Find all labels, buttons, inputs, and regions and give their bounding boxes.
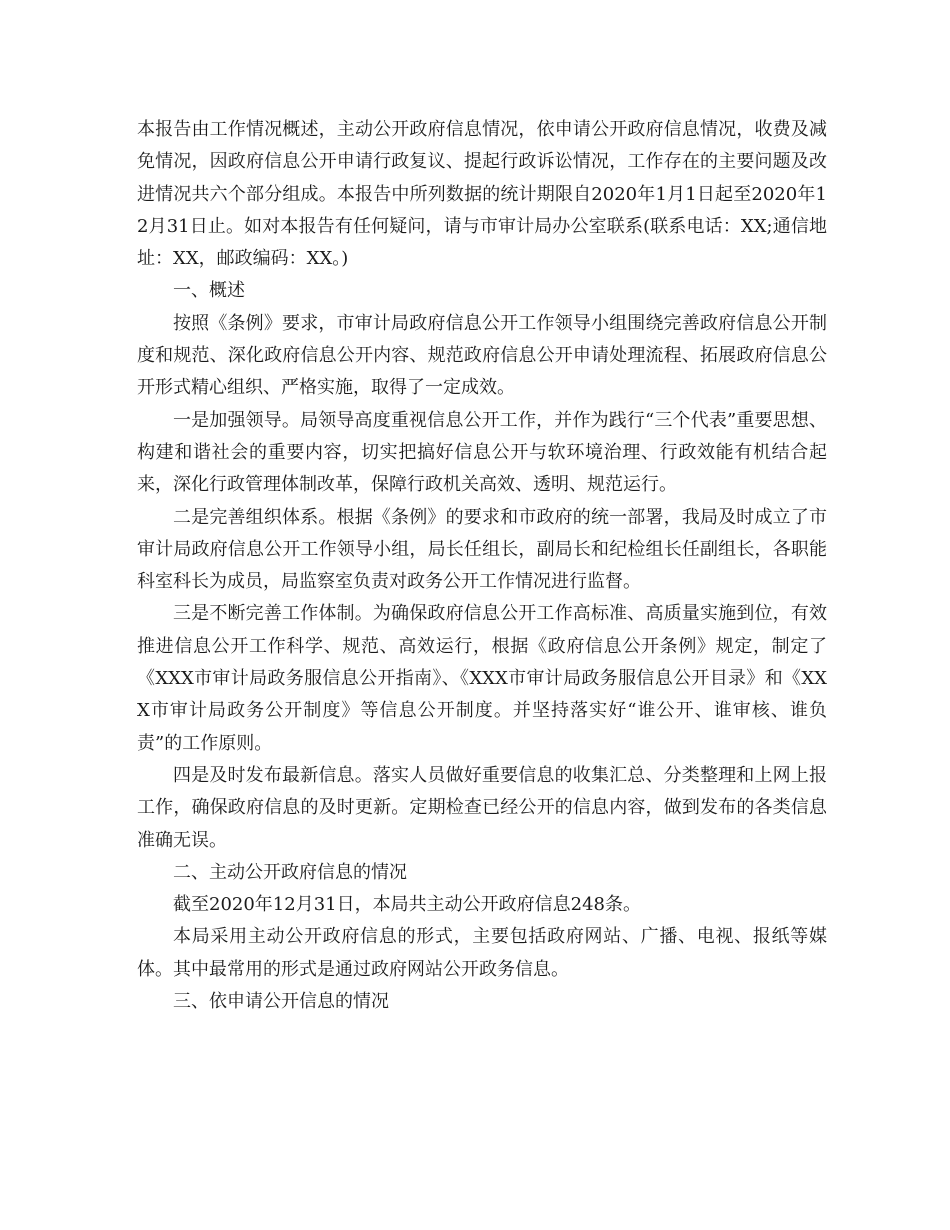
document-body <box>137 114 827 1018</box>
overview-paragraph: 按照《条例》要求，市审计局政府信息公开工作领导小组围绕完善政府信息公开制度和规范、深化政府信息公开内容、规范政府信息公开申请处理流程、拓展政府信息公开形式精心组织、严格实施，取得了一定成效。 <box>137 312 827 399</box>
proactive-channels-paragraph: 本局采用主动公开政府信息的形式，主要包括政府网站、广播、电视、报纸等媒体。其中最常用的形式是通过政府网站公开政务信息。 <box>137 926 827 980</box>
point-three-paragraph: 三是不断完善工作体制。为确保政府信息公开工作高标准、高质量实施到位，有效推进信息公开工作科学、规范、高效运行，根据《政府信息公开条例》规定，制定了《XXX市审计局政务服信息公开指南》、《XXX市审计局政务服信息公开目录》和《XXX市审计局政务公开制度》等信息公开制度。并坚持落实好“谁公开、谁审核、谁负责”的工作原则。 <box>137 603 827 754</box>
section-heading-proactive: 二、主动公开政府信息的情况 <box>173 861 407 883</box>
point-two-paragraph: 二是完善组织体系。根据《条例》的要求和市政府的统一部署，我局及时成立了市审计局政府信息公开工作领导小组，局长任组长，副局长和纪检组长任副组长，各职能科室科长为成员，局监察室负责对政务公开工作情况进行监督。 <box>137 506 827 593</box>
point-four-paragraph: 四是及时发布最新信息。落实人员做好重要信息的收集汇总、分类整理和上网上报工作，确保政府信息的及时更新。定期检查已经公开的信息内容，做到发布的各类信息准确无误。 <box>137 764 827 851</box>
section-heading-on-request: 三、依申请公开信息的情况 <box>173 991 389 1013</box>
point-one-paragraph: 一是加强领导。局领导高度重视信息公开工作，并作为践行“三个代表”重要思想、构建和谐社会的重要内容，切实把搞好信息公开与软环境治理、行政效能有机结合起来，深化行政管理体制改革，保障行政机关高效、透明、规范运行。 <box>137 409 827 496</box>
section-heading-overview: 一、概述 <box>173 280 245 302</box>
intro-paragraph: 本报告由工作情况概述，主动公开政府信息情况，依申请公开政府信息情况，收费及减免情况，因政府信息公开申请行政复议、提起行政诉讼情况，工作存在的主要问题及改进情况共六个部分组成。本报告中所列数据的统计期限自2020年1月1日起至2020年12月31日止。如对本报告有任何疑问，请与市审计局办公室联系(联系电话：XX;通信地址：XX，邮政编码：XX。) <box>137 119 827 270</box>
proactive-count-paragraph: 截至2020年12月31日，本局共主动公开政府信息248条。 <box>173 894 641 916</box>
